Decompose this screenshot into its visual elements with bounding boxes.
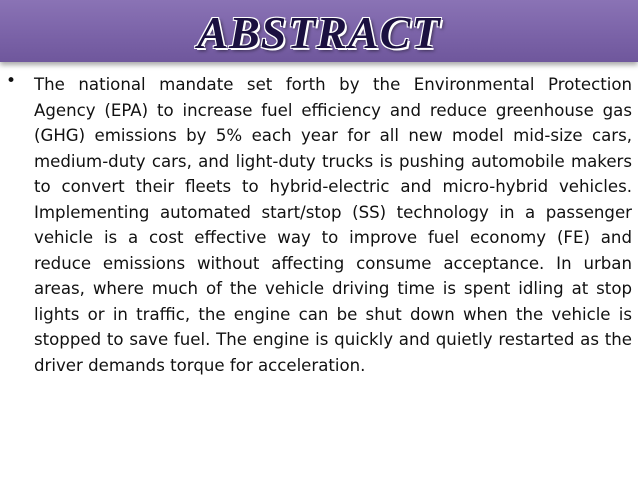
bullet-icon: • bbox=[6, 71, 17, 91]
title-bar bbox=[0, 0, 638, 62]
slide-content bbox=[0, 68, 638, 479]
abstract-paragraph: The national mandate set forth by the Environmental Protection Agency (EPA) to increase fuel efficiency and reduce greenhouse gas (GHG) emissions by 5% each year for all new model mid-size cars, medium-duty cars, and light-duty trucks is pushing automobile makers to convert their fleets to hybrid-electric and micro-hybrid vehicles. Implementing automated start/stop (SS) technology in a passenger vehicle is a cost effective way to improve fuel economy (FE) and reduce emissions without affecting consume acceptance. In urban areas, where much of the vehicle driving time is spent idling at stop lights or in traffic, the engine can be shut down when the vehicle is stopped to save fuel. The engine is quickly and quietly restarted as the driver demands torque for acceleration. bbox=[34, 75, 632, 375]
slide-title: ABSTRACT bbox=[197, 6, 441, 58]
